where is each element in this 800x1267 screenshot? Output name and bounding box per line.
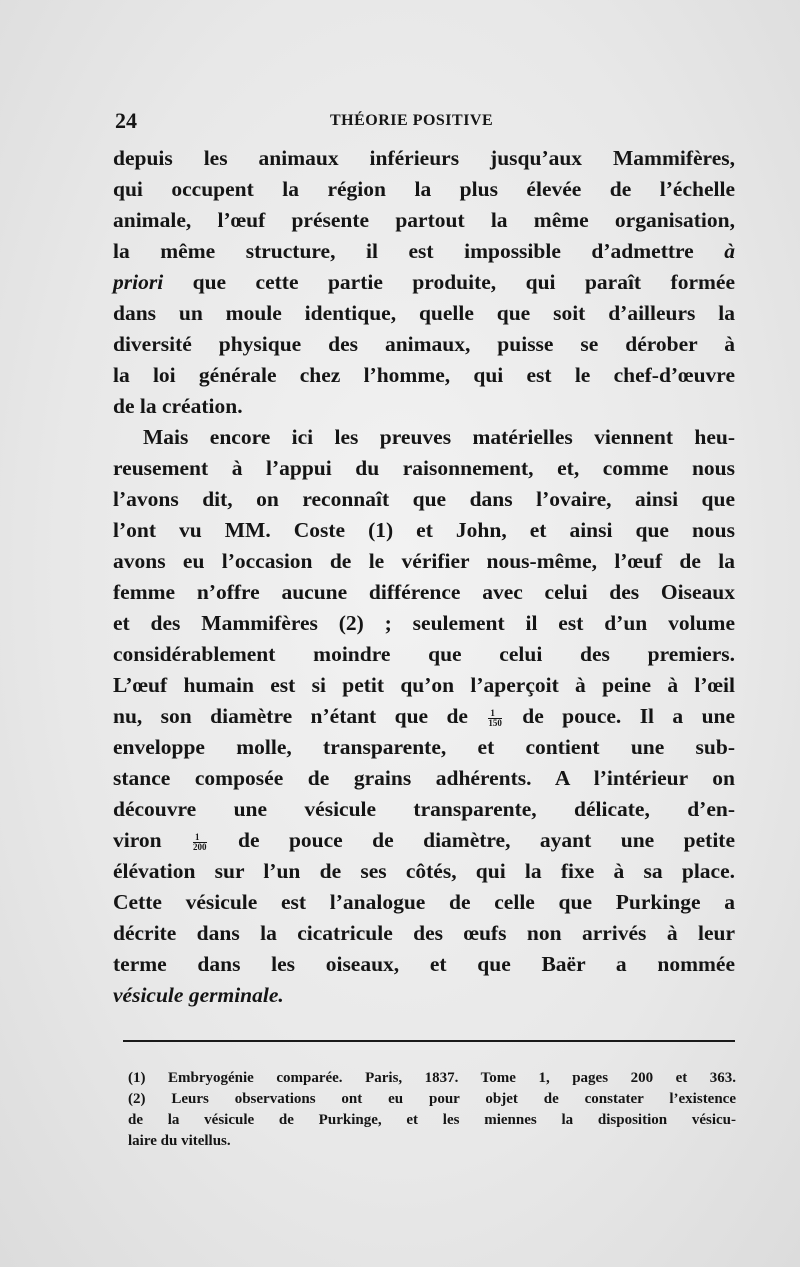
footnote-1: (1) Embryogénie comparée. Paris, 1837. Tome 1, pages 200 et 363. <box>128 1070 736 1086</box>
italic-priori: priori <box>113 270 164 294</box>
text-line: la même structure, il est impossible d’admettre à <box>113 239 736 263</box>
fraction-1-150: $\frac{1}{150}$ <box>488 707 502 728</box>
text-line: enveloppe molle, transparente, et contient une sub- <box>113 735 735 759</box>
italic-a: à <box>724 239 736 263</box>
text-line: considérablement moindre que celui des premiers. <box>113 642 735 666</box>
text-line: élévation sur l’un de ses côtés, qui la fixe à sa place. <box>113 859 735 883</box>
text-line: animale, l’œuf présente partout la même organisation, <box>113 208 735 232</box>
text-line: reusement à l’appui du raisonnement, et, comme nous <box>113 456 735 480</box>
text-line: femme n’offre aucune différence avec celui des Oiseaux <box>113 580 735 604</box>
text-line: dans un moule identique, quelle que soit d’ailleurs la <box>113 301 735 325</box>
text-line: nu, son diamètre n’étant que de $\frac{1}{150}$ de pouce. Il a une <box>113 704 736 728</box>
text-line: découvre une vésicule transparente, délicate, d’en- <box>113 797 735 821</box>
text-line <box>113 980 735 1011</box>
footnotes <box>128 1068 736 1152</box>
text-line: de la création. <box>113 394 243 418</box>
text-line: priori que cette partie produite, qui paraît formée <box>113 270 735 294</box>
page-number: 24 <box>115 108 137 133</box>
text-line: stance composée de grains adhérents. A l’intérieur on <box>113 766 735 790</box>
italic-vesicule-germinale: vésicule germinale. <box>113 983 284 1007</box>
page-header <box>115 108 735 138</box>
text-line: L’œuf humain est si petit qu’on l’aperçoit à peine à l’œil <box>113 673 735 697</box>
text-line: terme dans les oiseaux, et que Baër a nommée <box>113 952 735 976</box>
text-line: qui occupent la région la plus élevée de l’échelle <box>113 177 735 201</box>
text-line: diversité physique des animaux, puisse se dérober à <box>113 332 735 356</box>
footnote-2: (2) Leurs observations ont eu pour objet de constater l’existence <box>128 1091 736 1107</box>
footnote-line: de la vésicule de Purkinge, et les miennes la disposition vésicu- <box>128 1112 736 1128</box>
text-line: l’avons dit, on reconnaît que dans l’ovaire, ainsi que <box>113 487 735 511</box>
text-line: viron $\frac{1}{200}$ de pouce de diamètre, ayant une petite <box>113 828 735 852</box>
main-text <box>113 143 735 1011</box>
text-line: et des Mammifères (2) ; seulement il est d’un volume <box>113 611 735 635</box>
text-line: avons eu l’occasion de le vérifier nous-même, l’œuf de la <box>113 549 735 573</box>
text-line: la loi générale chez l’homme, qui est le chef-d’œuvre <box>113 363 735 387</box>
fraction-1-200: $\frac{1}{200}$ <box>193 831 207 852</box>
text-line: depuis les animaux inférieurs jusqu’aux Mammifères, <box>113 146 735 170</box>
text-line: l’ont vu MM. Coste (1) et John, et ainsi que nous <box>113 518 735 542</box>
running-title: THÉORIE POSITIVE <box>330 112 494 129</box>
text-line: décrite dans la cicatricule des œufs non arrivés à leur <box>113 921 735 945</box>
text-line: Cette vésicule est l’analogue de celle que Purkinge a <box>113 890 735 914</box>
paragraph-start: Mais encore ici les preuves matérielles viennent heu- <box>143 425 735 449</box>
footnote-line: laire du vitellus. <box>128 1133 231 1149</box>
footnote-rule <box>123 1040 735 1042</box>
